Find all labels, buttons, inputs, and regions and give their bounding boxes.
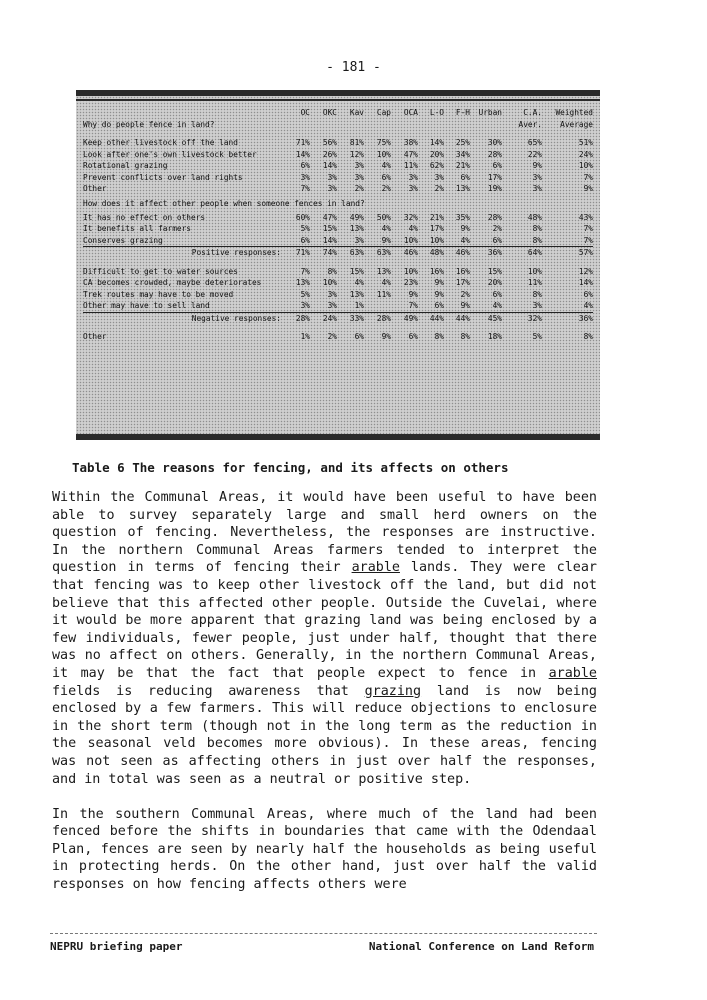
- table-cell: 3%: [337, 235, 364, 247]
- table-row: [83, 183, 593, 195]
- row-label: [83, 107, 283, 119]
- table-cell: 5%: [300, 224, 310, 234]
- table-cell: 2%: [354, 184, 364, 194]
- table-cell: 51%: [578, 138, 593, 148]
- table-cell: 8%: [460, 332, 470, 342]
- table-cell: 11%: [376, 289, 391, 299]
- table-cell: 3%: [327, 184, 337, 194]
- table-cell: 6%: [381, 172, 391, 182]
- table-cell: 21%: [429, 212, 444, 222]
- row-label: [83, 259, 283, 266]
- table-cell: 46%: [455, 248, 470, 258]
- row-label: Trek routes may have to be moved: [83, 289, 234, 299]
- table-cell: 4%: [470, 300, 502, 312]
- table-cell: 3%: [532, 172, 542, 182]
- table-cell: 11%: [527, 278, 542, 288]
- table-cell: 23%: [403, 278, 418, 288]
- table-cell: 2%: [492, 224, 502, 234]
- table-cell: 45%: [487, 313, 502, 323]
- table-row: [83, 212, 593, 224]
- table-cell: [444, 119, 470, 131]
- table-cell: 2%: [327, 332, 337, 342]
- table-cell: 3%: [310, 300, 337, 312]
- row-label: [83, 324, 283, 331]
- footer-left: NEPRU briefing paper: [50, 940, 183, 953]
- table-cell: OCA: [403, 108, 418, 118]
- table-cell: 4%: [408, 224, 418, 234]
- fencing-data-table: [83, 107, 593, 343]
- row-label: Other may have to sell land: [83, 300, 283, 312]
- table-row: [83, 235, 593, 247]
- table-cell: 6%: [418, 300, 444, 312]
- table-cell: 9%: [408, 289, 418, 299]
- table-cell: 12%: [349, 149, 364, 159]
- table-cell: 28%: [376, 313, 391, 323]
- table-cell: 6%: [470, 235, 502, 247]
- table-cell: 3%: [354, 172, 364, 182]
- table-cell: 8%: [532, 224, 542, 234]
- table-cell: 63%: [349, 248, 364, 258]
- table-cell: 1%: [300, 332, 310, 342]
- table-cell: 9%: [532, 161, 542, 171]
- table-cell: 16%: [429, 266, 444, 276]
- table-cell: 20%: [487, 278, 502, 288]
- table-cell: 2%: [434, 184, 444, 194]
- table-cell: Aver.: [518, 119, 542, 129]
- table-cell: 49%: [349, 212, 364, 222]
- table-cell: 19%: [487, 184, 502, 194]
- table-cell: 47%: [403, 149, 418, 159]
- table-cell: 28%: [295, 313, 310, 323]
- table-cell: 14%: [310, 235, 337, 247]
- table-cell: [470, 119, 502, 131]
- table-cell: 26%: [322, 149, 337, 159]
- table-cell: [337, 119, 364, 131]
- table-cell: 38%: [403, 138, 418, 148]
- table-cell: 3%: [300, 172, 310, 182]
- table-cell: 13%: [349, 224, 364, 234]
- table-cell: 6%: [460, 172, 470, 182]
- table-cell: 22%: [527, 149, 542, 159]
- table-cell: 62%: [429, 161, 444, 171]
- table-cell: 4%: [381, 161, 391, 171]
- table-cell: 4%: [381, 278, 391, 288]
- table-cell: 3%: [327, 289, 337, 299]
- table-cell: Cap: [376, 108, 391, 118]
- table-cell: 9%: [381, 332, 391, 342]
- table-cell: 6%: [354, 332, 364, 342]
- table-cell: 11%: [403, 161, 418, 171]
- table-cell: 4%: [542, 300, 593, 312]
- table-cell: 13%: [455, 184, 470, 194]
- table-cell: 33%: [349, 313, 364, 323]
- table-cell: 17%: [487, 172, 502, 182]
- table-cell: 60%: [295, 212, 310, 222]
- table-cell: 46%: [403, 248, 418, 258]
- table-cell: 30%: [487, 138, 502, 148]
- table-cell: 28%: [487, 212, 502, 222]
- table-cell: 14%: [578, 278, 593, 288]
- table-cell: 16%: [455, 266, 470, 276]
- spacer-row: [83, 259, 593, 266]
- table-cell: 3%: [327, 172, 337, 182]
- table-cell: 13%: [349, 289, 364, 299]
- table-row: [83, 137, 593, 149]
- table-cell: 2%: [381, 184, 391, 194]
- table-cell: 5%: [532, 332, 542, 342]
- table-cell: 44%: [429, 313, 444, 323]
- row-label: CA becomes crowded, maybe deteriorates: [83, 278, 262, 288]
- paragraph-2: In the southern Communal Areas, where much of the land had been fenced before the shifts in boundaries that came with the Odendaal Plan, fences are seen by nearly half the households as being useful in protecting herds. On the other hand, just over half the valid responses on how fencing affects others were: [52, 806, 597, 893]
- text-span: land is now being enclosed by a few farmers. This will reduce objections to enclosure in the short term (though not in the long term as the reduction in the seasonal veld becomes more obvious). In these areas, fencing was not seen as affecting others in just over half the responses, and in total was seen as a neutral or positive step.: [52, 683, 597, 787]
- table-cell: [391, 119, 418, 131]
- table-row: [83, 331, 593, 343]
- header-row: [83, 107, 593, 119]
- table-cell: 35%: [455, 212, 470, 222]
- table-cell: 4%: [354, 278, 364, 288]
- table-cell: 6%: [492, 289, 502, 299]
- table-top-rule: [76, 90, 600, 96]
- table-cell: 24%: [322, 313, 337, 323]
- table-cell: 32%: [403, 212, 418, 222]
- row-label: Other: [83, 332, 107, 342]
- table-cell: 9%: [434, 278, 444, 288]
- table-cell: 8%: [434, 332, 444, 342]
- row-label: [83, 130, 283, 137]
- table-cell: 9%: [434, 289, 444, 299]
- underlined-word: grazing: [364, 683, 422, 699]
- question-row: [83, 195, 593, 212]
- row-label: Why do people fence in land?: [83, 119, 215, 129]
- table-cell: 5%: [300, 289, 310, 299]
- table-cell: 6%: [492, 161, 502, 171]
- table-cell: 10%: [391, 235, 418, 247]
- table-cell: 9%: [364, 235, 391, 247]
- table-cell: 71%: [295, 248, 310, 258]
- table-cell: 65%: [527, 138, 542, 148]
- table-cell: L-O: [429, 108, 444, 118]
- row-label: Difficult to get to water sources: [83, 266, 238, 276]
- row-label: Positive responses:: [191, 248, 281, 258]
- table-cell: Average: [560, 119, 593, 129]
- table-cell: 28%: [487, 149, 502, 159]
- table-cell: [418, 119, 444, 131]
- table-cell: 13%: [376, 266, 391, 276]
- table-cell: Urban: [478, 108, 502, 118]
- text-span: Within the Communal Areas, it would have been useful to have been able to survey separately large and small herd owners on the question of fencing. Nevertheless, the responses are instructive. In the northern Communal Areas farmers tended to interpret the question in terms of fencing their: [52, 490, 597, 576]
- table-row: [83, 172, 593, 184]
- table-caption: Table 6 The reasons for fencing, and its affects on others: [72, 460, 509, 475]
- table-cell: [310, 119, 337, 131]
- row-label: How does it affect other people when someone fences in land?: [83, 198, 365, 208]
- table-cell: 56%: [322, 138, 337, 148]
- table-cell: 44%: [455, 313, 470, 323]
- table-cell: 3%: [502, 300, 542, 312]
- table-cell: 6%: [283, 235, 310, 247]
- row-label: Prevent conflicts over land rights: [83, 172, 243, 182]
- table-cell: 17%: [429, 224, 444, 234]
- table-cell: 3%: [408, 184, 418, 194]
- table-cell: 57%: [578, 248, 593, 258]
- table-cell: 15%: [322, 224, 337, 234]
- table-cell: 43%: [578, 212, 593, 222]
- table-cell: 13%: [295, 278, 310, 288]
- table-cell: 12%: [578, 266, 593, 276]
- row-label: Rotational grazing: [83, 161, 168, 171]
- table-cell: 14%: [322, 161, 337, 171]
- table-cell: 9%: [460, 224, 470, 234]
- table-cell: 14%: [429, 138, 444, 148]
- table-cell: [364, 300, 391, 312]
- footer-right: National Conference on Land Reform: [368, 940, 594, 953]
- table-cell: 81%: [349, 138, 364, 148]
- table-cell: 6%: [583, 289, 593, 299]
- table-cell: 8%: [502, 235, 542, 247]
- table-cell: 3%: [283, 300, 310, 312]
- row-label: Other: [83, 184, 107, 194]
- text-span: lands. They were clear that fencing was to keep other livestock off the land, but did not believe that this affected other people. Outside the Cuvelai, where it would be more apparent that grazing land was being enclosed by a few individuals, fewer people, just under half, thought that there was no affect on others. Generally, in the northern Communal Areas, it may be that the fact that people expect to fence in: [52, 560, 597, 681]
- table-cell: 36%: [578, 313, 593, 323]
- body-text: [52, 489, 597, 911]
- table-cell: 50%: [376, 212, 391, 222]
- table-cell: 48%: [429, 248, 444, 258]
- table-cell: 15%: [487, 266, 502, 276]
- table-cell: 2%: [460, 289, 470, 299]
- table-cell: 7%: [300, 184, 310, 194]
- table-cell: 47%: [322, 212, 337, 222]
- table-cell: 10%: [578, 161, 593, 171]
- table-cell: 7%: [300, 266, 310, 276]
- table-cell: 10%: [376, 149, 391, 159]
- table-cell: 25%: [455, 138, 470, 148]
- table-cell: 7%: [583, 172, 593, 182]
- table-cell: 18%: [487, 332, 502, 342]
- table-cell: 3%: [434, 172, 444, 182]
- table-cell: 20%: [429, 149, 444, 159]
- spacer-row: [83, 324, 593, 331]
- table-cell: 64%: [527, 248, 542, 258]
- table-cell: 10%: [403, 266, 418, 276]
- table-cell: 3%: [354, 161, 364, 171]
- table-cell: 3%: [532, 184, 542, 194]
- table-row: [83, 223, 593, 235]
- row-label: Negative responses:: [191, 313, 281, 323]
- underlined-word: arable: [548, 665, 597, 681]
- table-cell: 75%: [376, 138, 391, 148]
- text-span: fields is reducing awareness that: [52, 683, 365, 699]
- table-cell: 32%: [527, 313, 542, 323]
- table-cell: [364, 119, 391, 131]
- table-cell: 10%: [322, 278, 337, 288]
- table-cell: 34%: [455, 149, 470, 159]
- table-cell: 9%: [444, 300, 470, 312]
- table-cell: 48%: [527, 212, 542, 222]
- table-cell: 15%: [349, 266, 364, 276]
- table-cell: 9%: [583, 184, 593, 194]
- row-label: Look after one's own livestock better: [83, 149, 257, 159]
- table-cell: 24%: [578, 149, 593, 159]
- table-cell: 6%: [300, 161, 310, 171]
- footer-rule: [50, 933, 597, 934]
- table-top-rule-thin: [76, 99, 600, 101]
- table-cell: 71%: [295, 138, 310, 148]
- table-bottom-rule: [76, 434, 600, 440]
- table-cell: F-H: [455, 108, 470, 118]
- table-cell: 7%: [583, 224, 593, 234]
- table-row: [83, 160, 593, 172]
- table-cell: C.A.: [523, 108, 542, 118]
- table-cell: 17%: [455, 278, 470, 288]
- table-cell: 8%: [327, 266, 337, 276]
- row-label: It benefits all farmers: [83, 224, 191, 234]
- table-row: [83, 289, 593, 301]
- table-cell: 49%: [403, 313, 418, 323]
- row-label: Keep other livestock off the land: [83, 138, 238, 148]
- table-cell: 21%: [455, 161, 470, 171]
- table-cell: 7%: [391, 300, 418, 312]
- table-cell: 8%: [532, 289, 542, 299]
- underlined-word: arable: [351, 560, 400, 576]
- row-label: It has no effect on others: [83, 212, 206, 222]
- table-row: [83, 266, 593, 278]
- header-row: [83, 119, 593, 131]
- table-cell: 10%: [418, 235, 444, 247]
- fencing-table: [76, 90, 600, 440]
- table-cell: 4%: [381, 224, 391, 234]
- table-cell: 74%: [322, 248, 337, 258]
- page-number: - 181 -: [326, 60, 381, 75]
- table-cell: 4%: [444, 235, 470, 247]
- table-cell: 1%: [337, 300, 364, 312]
- table-cell: 14%: [295, 149, 310, 159]
- table-row: [83, 300, 593, 312]
- table-cell: Kav: [349, 108, 364, 118]
- table-row: [83, 247, 593, 259]
- paragraph-1: [52, 489, 597, 788]
- table-cell: 3%: [408, 172, 418, 182]
- row-label: Conserves grazing: [83, 235, 283, 247]
- table-cell: 8%: [583, 332, 593, 342]
- table-cell: 63%: [376, 248, 391, 258]
- table-cell: 7%: [542, 235, 593, 247]
- table-cell: [283, 119, 310, 131]
- table-cell: 6%: [408, 332, 418, 342]
- table-cell: OKC: [322, 108, 337, 118]
- table-cell: Weighted: [555, 108, 593, 118]
- table-row: [83, 312, 593, 324]
- table-cell: 36%: [487, 248, 502, 258]
- table-cell: 10%: [527, 266, 542, 276]
- table-cell: OC: [300, 108, 310, 118]
- spacer-row: [83, 130, 593, 137]
- table-row: [83, 277, 593, 289]
- table-row: [83, 149, 593, 161]
